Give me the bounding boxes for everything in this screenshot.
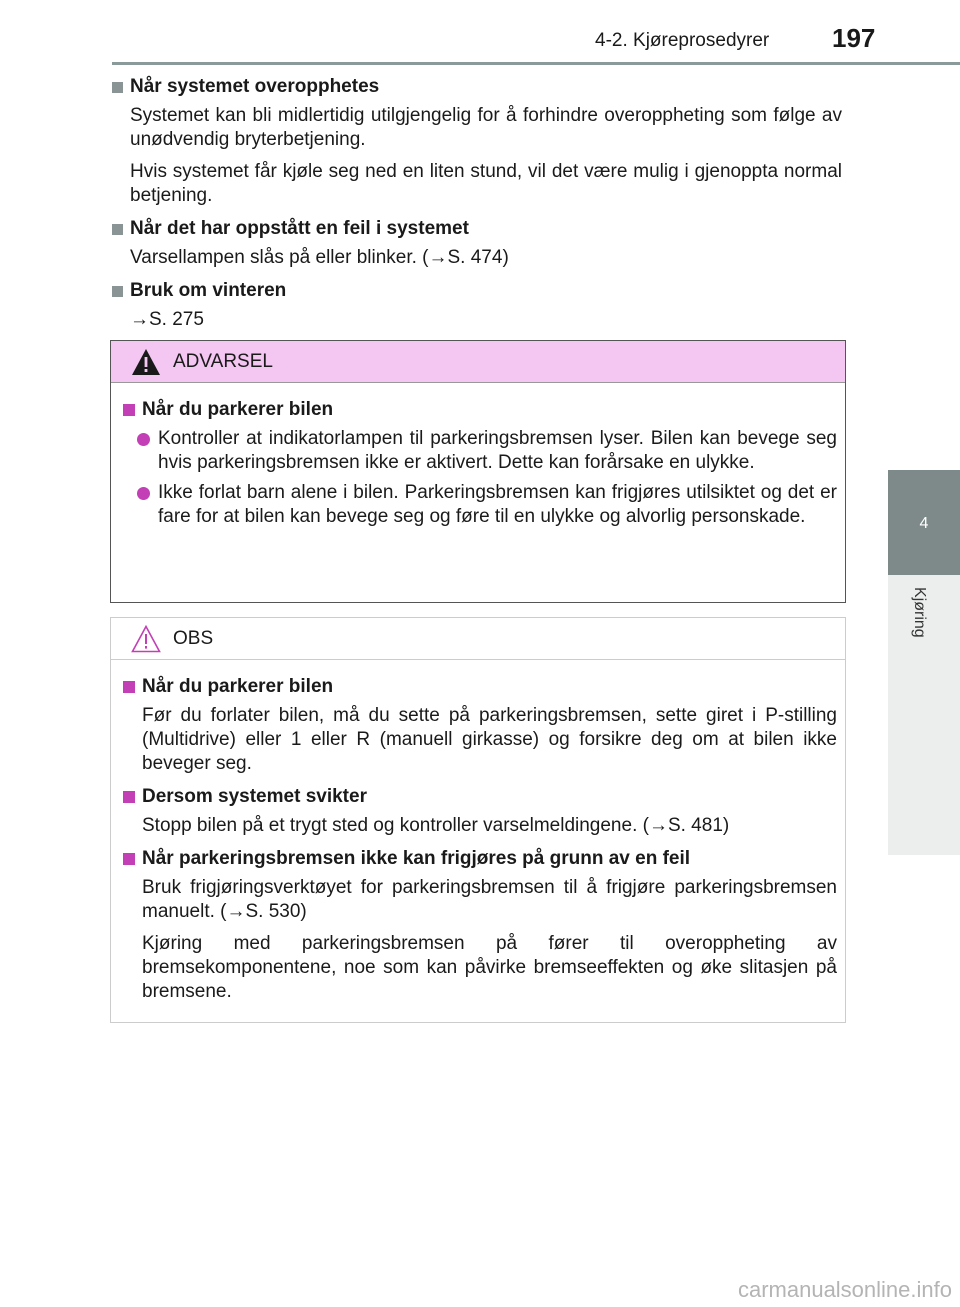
notice-paragraph: Kjøring med parkeringsbremsen på fører til overoppheting av bremsekomponentene, noe som kan påvirke bremseeffekten og øke slitasjen på bremsene.: [142, 933, 837, 1002]
notice-heading-text: Når parkeringsbremsen ikke kan frigjøres på grunn av en feil: [142, 848, 691, 869]
notice-label: OBS: [173, 627, 214, 649]
paragraph: Systemet kan bli midlertidig utilgjengelig for å forhindre overoppheting som følge av unødvendig bryterbetjening.: [130, 105, 842, 150]
warning-bullet: [137, 481, 837, 529]
notice-heading-text: Dersom systemet svikter: [142, 786, 367, 807]
section-heading: [112, 216, 842, 242]
warning-triangle-icon: [131, 348, 161, 376]
square-bullet-icon: [123, 404, 135, 416]
warning-body: [111, 383, 845, 529]
section-heading: [112, 278, 842, 304]
square-bullet-icon: [112, 224, 123, 235]
chapter-label: Kjøring: [911, 587, 928, 638]
paragraph: Varsellampen slås på eller blinker. (→S. 474): [130, 247, 509, 268]
notice-heading: [123, 674, 837, 700]
notice-heading: [123, 846, 837, 872]
square-bullet-icon: [123, 791, 135, 803]
round-bullet-icon: [137, 433, 150, 446]
notice-body: [111, 660, 845, 1004]
notice-heading-text: Når du parkerer bilen: [142, 676, 334, 697]
watermark: carmanualsonline.info: [737, 1277, 952, 1302]
square-bullet-icon: [112, 82, 123, 93]
notice-heading: [123, 784, 837, 810]
paragraph: Hvis systemet får kjøle seg ned en liten stund, vil det være mulig i gjenoppta normal betjening.: [130, 161, 842, 206]
paragraph: →S. 275: [130, 309, 204, 330]
main-content: [112, 74, 842, 340]
round-bullet-icon: [137, 487, 150, 500]
warning-box: [110, 340, 846, 603]
bullet-text: Ikke forlat barn alene i bilen. Parkeringsbremsen kan frigjøres utilsiktet og det er fare for at bilen kan bevege seg og føre til en ulykke og alvorlig personskade.: [158, 482, 837, 527]
notice-box: [110, 617, 846, 1023]
notice-paragraph: Stopp bilen på et trygt sted og kontroller varselmeldingene. (→S. 481): [142, 815, 730, 836]
bullet-text: Kontroller at indikatorlampen til parkeringsbremsen lyser. Bilen kan bevege seg hvis parkeringsbremsen ikke er aktivert. Dette kan forårsake en ulykke.: [158, 428, 837, 473]
chapter-number: 4: [919, 515, 929, 532]
warning-heading-text: Når du parkerer bilen: [142, 399, 334, 420]
caution-triangle-icon: [131, 625, 161, 653]
header-section: 4-2. Kjøreprosedyrer: [595, 30, 770, 51]
notice-header: [111, 618, 845, 660]
page-number: 197: [832, 23, 876, 53]
section-winter: [112, 278, 842, 332]
section-fault: [112, 216, 842, 270]
section-heading: [112, 74, 842, 100]
header-rule: [112, 62, 960, 65]
warning-header: [111, 341, 845, 383]
square-bullet-icon: [112, 286, 123, 297]
warning-label: ADVARSEL: [173, 350, 273, 372]
notice-paragraph: Før du forlater bilen, må du sette på parkeringsbremsen, sette giret i P-stilling (Multidrive) eller 1 eller R (manuell girkasse) og forsikre deg om at bilen ikke beveger seg.: [142, 705, 837, 774]
notice-paragraph: Bruk frigjøringsverktøyet for parkeringsbremsen til å frigjøre parkeringsbremsen manuelt. (→S. 530): [142, 877, 837, 922]
square-bullet-icon: [123, 681, 135, 693]
warning-heading: [123, 397, 837, 423]
square-bullet-icon: [123, 853, 135, 865]
section-heading-text: Bruk om vinteren: [130, 280, 287, 301]
warning-bullet: [137, 427, 837, 475]
section-heading-text: Når det har oppstått en feil i systemet: [130, 218, 469, 239]
section-heading-text: Når systemet overopphetes: [130, 76, 380, 97]
section-overheat: [112, 74, 842, 208]
